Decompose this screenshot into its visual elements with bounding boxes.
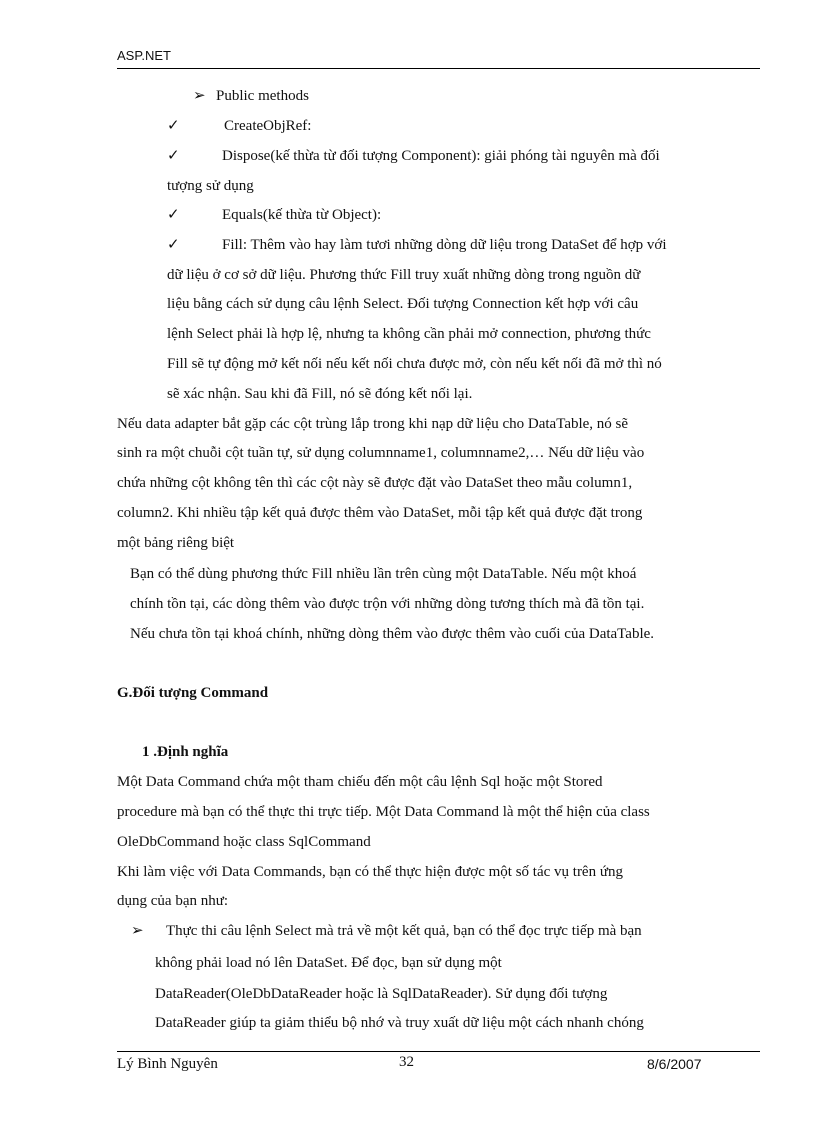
paragraph-2-line-3: Nếu chưa tồn tại khoá chính, những dòng thêm vào được thêm vào cuối của DataTable. [130, 626, 655, 642]
checkmark-icon: ✓ [167, 207, 180, 223]
method-fill-line-1: Fill: Thêm vào hay làm tươi những dòng dữ liệu trong DataSet để hợp với [222, 237, 667, 253]
method-equals: Equals(kế thừa từ Object): [222, 207, 382, 223]
subsection-heading-definition: 1 .Định nghĩa [142, 744, 229, 760]
checkmark-icon: ✓ [167, 237, 180, 253]
execute-select-line-2: không phải load nó lên DataSet. Để đọc, bạn sử dụng một [155, 955, 502, 971]
page-number: 32 [399, 1054, 414, 1070]
footer-date: 8/6/2007 [647, 1056, 702, 1072]
definition-line-2: procedure mà bạn có thể thực thi trực tiếp. Một Data Command là một thể hiện của class [117, 804, 650, 820]
method-dispose-line-2: tượng sử dụng [167, 178, 254, 194]
definition-line-4: Khi làm việc với Data Commands, bạn có thể thực hiện được một số tác vụ trên ứng [117, 864, 623, 880]
arrow-bullet-icon: ➢ [193, 88, 206, 104]
method-fill-line-5: Fill sẽ tự động mở kết nối nếu kết nối chưa được mở, còn nếu kết nối đã mở thì nó [167, 356, 662, 372]
definition-line-1: Một Data Command chứa một tham chiếu đến một câu lệnh Sql hoặc một Stored [117, 774, 603, 790]
method-dispose-line-1: Dispose(kế thừa từ đối tượng Component): giải phóng tài nguyên mà đối [222, 148, 660, 164]
definition-line-5: dụng của bạn như: [117, 893, 229, 909]
arrow-bullet-icon: ➢ [131, 923, 144, 939]
paragraph-2-line-2: chính tồn tại, các dòng thêm vào được trộn với những dòng tương thích mà đã tồn tại. [130, 596, 645, 612]
method-fill-line-4: lệnh Select phải là hợp lệ, nhưng ta không cần phải mở connection, phương thức [167, 326, 651, 342]
execute-select-line-3: DataReader(OleDbDataReader hoặc là SqlDataReader). Sử dụng đối tượng [155, 986, 608, 1002]
paragraph-1-line-1: Nếu data adapter bắt gặp các cột trùng lắp trong khi nạp dữ liệu cho DataTable, nó sẽ [117, 416, 629, 432]
method-fill-line-3: liệu bằng cách sử dụng câu lệnh Select. Đối tượng Connection kết hợp với câu [167, 296, 639, 312]
header-divider [117, 68, 760, 69]
footer-divider [117, 1051, 760, 1052]
method-fill-line-2: dữ liệu ở cơ sở dữ liệu. Phương thức Fill truy xuất những dòng trong nguồn dữ [167, 267, 641, 283]
paragraph-1-line-4: column2. Khi nhiều tập kết quả được thêm vào DataSet, mỗi tập kết quả được đặt trong [117, 505, 643, 521]
paragraph-1-line-3: chứa những cột không tên thì các cột này sẽ được đặt vào DataSet theo mẫu column1, [117, 475, 633, 491]
footer-author: Lý Bình Nguyên [117, 1056, 218, 1072]
checkmark-icon: ✓ [167, 118, 180, 134]
section-heading-g: G.Đối tượng Command [117, 685, 269, 701]
page-footer [117, 1054, 760, 1074]
definition-line-3: OleDbCommand hoặc class SqlCommand [117, 834, 371, 850]
execute-select-line-4: DataReader giúp ta giảm thiểu bộ nhớ và truy xuất dữ liệu một cách nhanh chóng [155, 1015, 644, 1031]
method-createobjref: CreateObjRef: [224, 118, 312, 134]
checkmark-icon: ✓ [167, 148, 180, 164]
paragraph-2-line-1: Bạn có thể dùng phương thức Fill nhiều lần trên cùng một DataTable. Nếu một khoá [130, 566, 637, 582]
public-methods-heading: Public methods [216, 88, 309, 104]
paragraph-1-line-2: sinh ra một chuỗi cột tuần tự, sử dụng columnname1, columnname2,… Nếu dữ liệu vào [117, 445, 645, 461]
page-header: ASP.NET [117, 48, 171, 63]
paragraph-1-line-5: một bảng riêng biệt [117, 535, 235, 551]
method-fill-line-6: sẽ xác nhận. Sau khi đã Fill, nó sẽ đóng kết nối lại. [167, 386, 473, 402]
execute-select-line-1: Thực thi câu lệnh Select mà trả về một kết quả, bạn có thể đọc trực tiếp mà bạn [166, 923, 642, 939]
